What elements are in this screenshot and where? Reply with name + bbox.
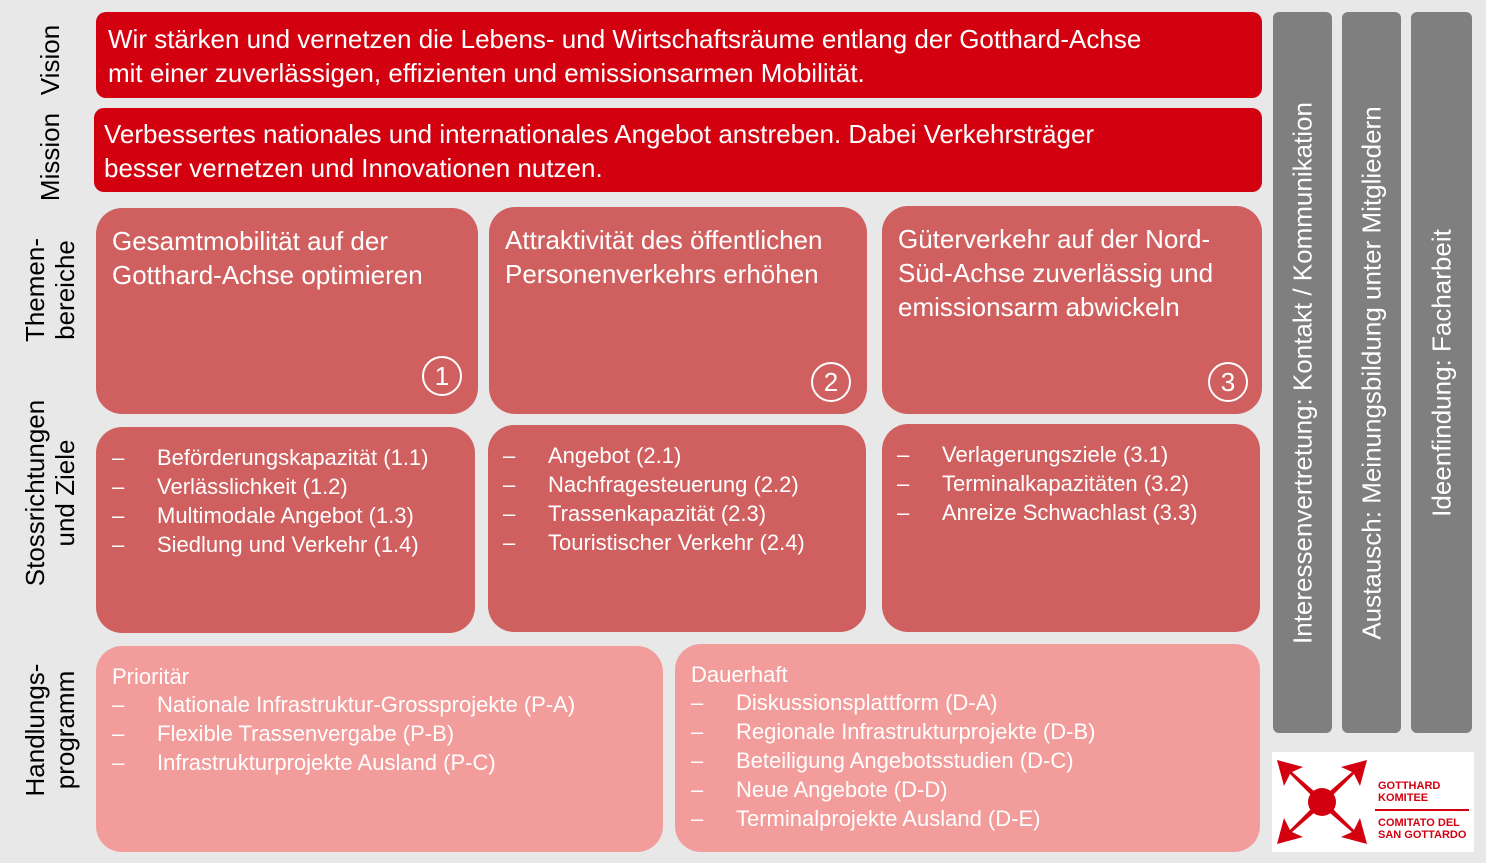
row-label-vision: Vision — [35, 24, 65, 96]
list-item: – Verlagerungsziele (3.1) — [897, 440, 1198, 469]
list-item: – Terminalprojekte Ausland (D-E) — [691, 804, 1095, 833]
side-bar-text-1: Interessenvertretung: Kontakt / Kommunikation — [1287, 101, 1317, 644]
list-item: – Nachfragesteuerung (2.2) — [503, 470, 805, 499]
list-item: – Trassenkapazität (2.3) — [503, 499, 805, 528]
mission-banner — [94, 108, 1262, 192]
list-item: – Beförderungskapazität (1.1) — [112, 443, 429, 472]
logo-divider — [1375, 809, 1469, 811]
row-label-themen: Themen- bereiche — [20, 237, 80, 343]
list-item: – Anreize Schwachlast (3.3) — [897, 498, 1198, 527]
mission-text: Verbessertes nationales und internationales Angebot anstreben. Dabei Verkehrsträger besser vernetzen und Innovationen nutzen. — [104, 119, 1095, 183]
side-bar-austausch — [1342, 12, 1401, 733]
list-item: – Neue Angebote (D-D) — [691, 775, 1095, 804]
side-bar-text-2: Austausch: Meinungsbildung unter Mitgliedern — [1356, 105, 1386, 640]
list-item: – Flexible Trassenvergabe (P-B) — [112, 719, 575, 748]
theme-title-3: Güterverkehr auf der Nord- Süd-Achse zuverlässig und emissionsarm abwickeln — [898, 224, 1214, 322]
row-label-mission: Mission — [35, 112, 65, 202]
side-bar-ideenfindung — [1411, 12, 1472, 733]
theme-number-1: 1 — [422, 356, 462, 396]
list-item: – Verlässlichkeit (1.2) — [112, 472, 429, 501]
goals-box-3 — [882, 424, 1260, 632]
logo-text-comitato: COMITATO DEL SAN GOTTARDO — [1378, 817, 1467, 841]
list-item: – Touristischer Verkehr (2.4) — [503, 528, 805, 557]
goals-list-1 — [112, 443, 429, 559]
vision-text: Wir stärken und vernetzen die Lebens- und Wirtschaftsräume entlang der Gotthard-Achse mit einer zuverlässigen, effizienten und emissionsarmen Mobilität. — [108, 24, 1142, 88]
theme-box-3 — [882, 206, 1262, 414]
side-bar-text-3: Ideenfindung: Facharbeit — [1426, 228, 1456, 517]
list-item: – Beteiligung Angebotsstudien (D-C) — [691, 746, 1095, 775]
theme-title-2: Attraktivität des öffentlichen Personenverkehrs erhöhen — [505, 225, 823, 289]
list-item: – Siedlung und Verkehr (1.4) — [112, 530, 429, 559]
row-label-handlungsprogramm: Handlungs- programm — [20, 663, 80, 797]
program-list-prioritaer — [112, 690, 575, 777]
goals-list-2 — [503, 441, 805, 557]
program-list-dauerhaft — [691, 688, 1095, 833]
list-item: – Regionale Infrastrukturprojekte (D-B) — [691, 717, 1095, 746]
program-box-prioritaer — [96, 646, 663, 852]
row-label-stossrichtungen: Stossrichtungen und Ziele — [20, 399, 80, 587]
theme-box-1 — [96, 208, 478, 414]
theme-title-1: Gesamtmobilität auf der Gotthard-Achse optimieren — [112, 226, 423, 290]
gotthard-komitee-logo — [1272, 752, 1474, 852]
list-item: – Infrastrukturprojekte Ausland (P-C) — [112, 748, 575, 777]
list-item: – Diskussionsplattform (D-A) — [691, 688, 1095, 717]
side-bar-interessenvertretung — [1273, 12, 1332, 733]
program-title-prioritaer: Prioritär — [112, 664, 190, 689]
list-item: – Terminalkapazitäten (3.2) — [897, 469, 1198, 498]
list-item: – Angebot (2.1) — [503, 441, 805, 470]
program-box-dauerhaft — [675, 644, 1260, 852]
theme-box-2 — [489, 207, 867, 414]
goals-box-2 — [488, 425, 866, 632]
program-title-dauerhaft: Dauerhaft — [691, 662, 788, 687]
list-item: – Nationale Infrastruktur-Grossprojekte (P-A) — [112, 690, 575, 719]
theme-number-3: 3 — [1208, 362, 1248, 402]
list-item: – Multimodale Angebot (1.3) — [112, 501, 429, 530]
goals-list-3 — [897, 440, 1198, 527]
vision-banner — [96, 12, 1262, 98]
cross-arrows-logo-icon — [1272, 752, 1372, 852]
goals-box-1 — [96, 427, 475, 633]
theme-number-2: 2 — [811, 362, 851, 402]
logo-text-komitee: GOTTHARD KOMITEE — [1378, 780, 1441, 804]
